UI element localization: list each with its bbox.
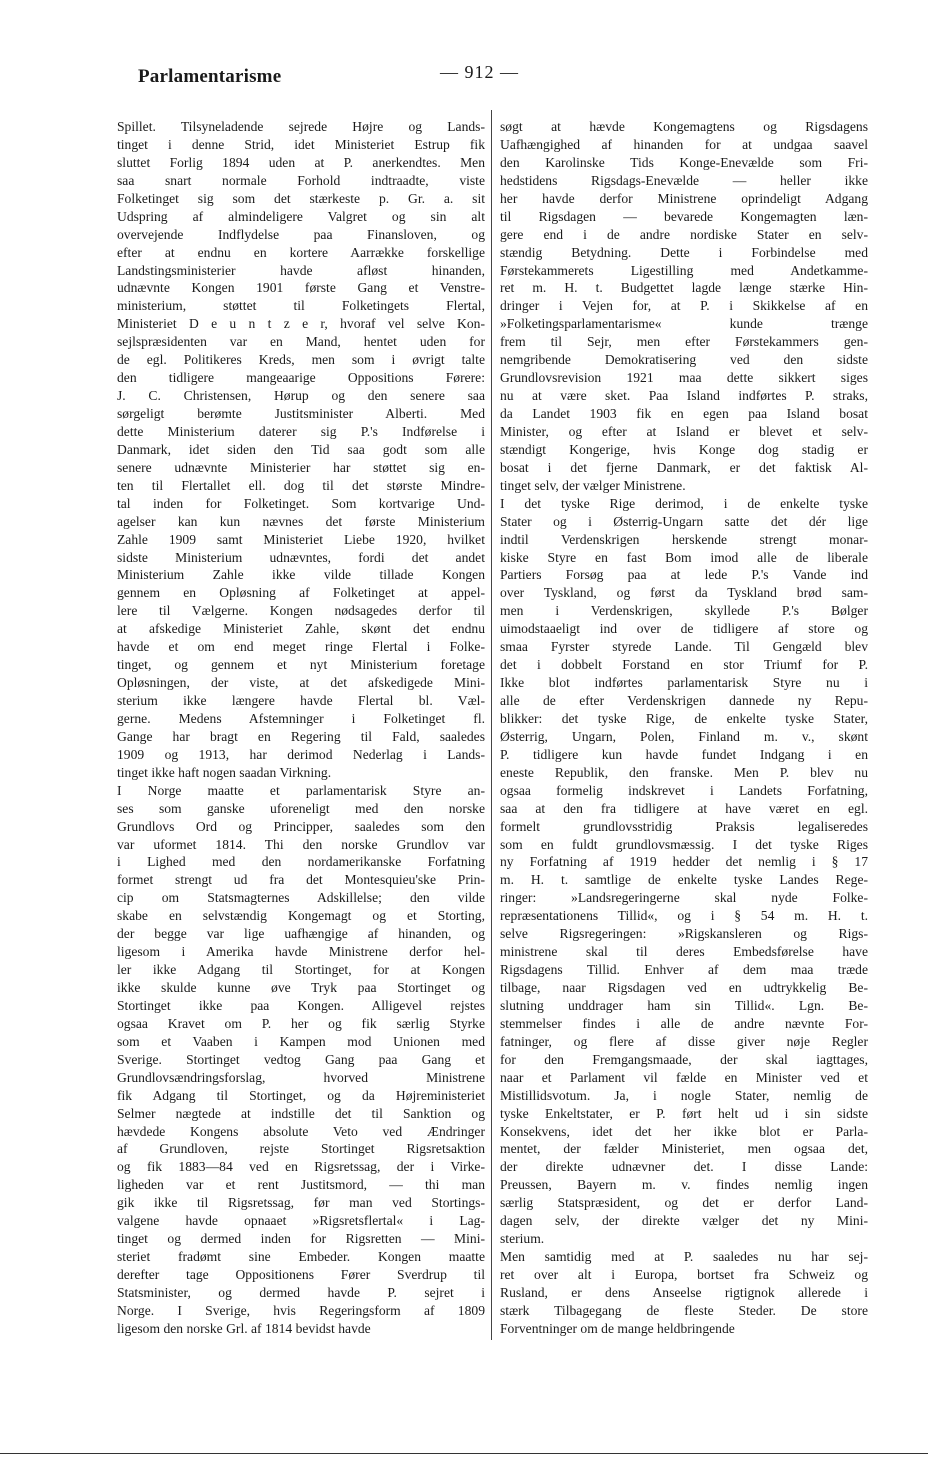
page-number: — 912 —	[440, 62, 519, 82]
left-text-line: sidste Ministerium udnævntes, fordi det andet	[117, 549, 485, 565]
right-text-line: stændigt Kongerige, hvis Konge dog stadig er	[500, 441, 868, 457]
left-text-line: Norge. I Sverige, hvis Regeringsform af 1809	[117, 1302, 485, 1318]
right-text-line: bosat i det fjerne Danmark, er det faktisk Al-	[500, 459, 868, 475]
left-text-line: Statsminister, og dermed havde P. sejret i	[117, 1284, 485, 1300]
left-text-line: Ministerium Zahle ikke vilde tillade Kongen	[117, 567, 485, 583]
left-text-line: sluttet Forlig 1894 uden at P. anerkendtes. Men	[117, 154, 485, 170]
left-text-line: i Lighed med den nordamerikanske Forfatning	[117, 854, 485, 870]
left-text-line: udnævnte Kongen 1901 første Gang et Venstre-	[117, 280, 485, 296]
right-text-line: Forventninger om de mange heldbringende	[500, 1320, 735, 1336]
right-text-line: tilbage, naar Rigsdagen ved en udtrykkelig Be-	[500, 980, 868, 995]
left-text-line: og fik 1883—84 ved en Rigsretssag, der i Virke-	[117, 1159, 485, 1175]
right-text-line: Men samtidig med at P. saaledes nu har sej-	[500, 1249, 868, 1265]
right-text-line: det i dobbelt Forstand en stor Triumf for P.	[500, 657, 868, 673]
left-text-line: Opløsningen, der viste, at det afskedigede Mini-	[117, 675, 485, 691]
right-text-line: ogsaa formelig indskrevet i Landets Forfatning,	[500, 782, 868, 798]
left-text-line: J. C. Christensen, Hørup og den senere saa	[117, 388, 485, 404]
right-text-line: Preussen, Bayern m. v. findes nemlig ingen	[500, 1177, 868, 1193]
right-text-line: fatninger, og flere af disse giver nøje Regler	[500, 1033, 868, 1049]
left-text-line: fik Adgang til Stortinget, og da Højreministeriet	[117, 1087, 485, 1103]
right-text-line: Førstekammerets Ligestilling med Andetkamme-	[500, 262, 868, 278]
right-text-line: tyske Enkeltstater, er P. ført helt ud i sin sidste	[500, 1105, 868, 1121]
right-text-line: stemmelser findes i alle de andre nævnte For-	[500, 1015, 868, 1031]
left-text-line: overvejende Indflydelse paa Finansloven, og	[117, 226, 485, 242]
right-text-line: Ikke blot indførtes parlamentarisk Styre nu i	[500, 675, 868, 691]
right-text-line: slutning unddrager ham sin Tillid«. Lgn. Be-	[500, 997, 868, 1013]
left-text-line: Stortinget ikke paa Kongen. Alligevel rejstes	[117, 997, 485, 1013]
left-text-line: ses som ganske uforeneligt med den norske	[117, 800, 485, 816]
right-text-line: ringer: »Landsregeringerne skal nyde Folke-	[500, 890, 868, 906]
right-text-line: ret m. H. t. Budgettet lagde længe stærke Hin-	[500, 280, 868, 296]
right-text-line: Rusland, er dens Anseelse rigtignok allerede i	[500, 1284, 868, 1300]
right-text-line: selve Rigsregeringen: »Rigskansleren og Rigs-	[500, 926, 868, 942]
right-text-line: ny Forfatning af 1919 hedder det nemlig i § 17	[500, 854, 868, 870]
left-text-line: at afskedige Ministeriet Zahle, skønt det endnu	[117, 621, 485, 637]
right-text-line: mentet, der fælder Ministeriet, men ogsaa det,	[500, 1141, 868, 1157]
right-text-line: til Rigsdagen — bevarede Kongemagten læn-	[500, 208, 868, 224]
left-text-line: der begge var lige uafhængige af hinanden, og	[117, 926, 485, 942]
left-text-line: 1909 og 1913, har derimod Nederlag i Lands-	[117, 746, 485, 762]
left-text-line: gerne. Medens Afstemninger i Folketinget fl.	[117, 710, 485, 726]
right-text-line: frem til Sejr, men efter Førstekammers gen-	[500, 334, 868, 350]
left-text-line: tinget, og gennem et nyt Ministerium foretage	[117, 657, 485, 673]
right-text-line: den Karolinske Tids Konge-Enevælde som Fri-	[500, 154, 868, 170]
right-text-line: for den Fremgangsmaade, der skal iagttages,	[500, 1051, 868, 1067]
left-text-line: tal inden for Folketinget. Som kortvarige Und-	[117, 495, 485, 511]
left-text-line: tinget og dermed inden for Rigsretten — Mini-	[117, 1231, 485, 1247]
right-text-line: Partiers Forsøg paa at lede P.'s Vande ind	[500, 567, 868, 583]
right-text-line: Rigsdagens Tillid. Enhver af dem maa træde	[500, 962, 868, 978]
left-text-line: var uformet 1814. Thi den norske Grundlov var	[117, 836, 485, 852]
left-text-line: Spillet. Tilsyneladende sejrede Højre og Lands-	[117, 119, 485, 134]
right-text-line: dringer i Vejen for, at P. i Skikkelse af en	[500, 298, 868, 314]
right-text-line: Mistillidsvotum. Ja, i nogle Stater, nemlig de	[500, 1087, 868, 1103]
right-text-line: som en fuldt grundlovsmæssig. I det tyske Riges	[500, 836, 868, 852]
left-text-line: af Grundloven, rejste Stortinget Rigsretsaktion	[117, 1141, 485, 1157]
right-text-line: ret over alt i Europa, bortset fra Schweiz og	[500, 1267, 868, 1282]
left-text-line: ligesom den norske Grl. af 1814 bevidst havde	[117, 1320, 371, 1336]
right-text-line: I det tyske Rige derimod, i de enkelte tyske	[500, 495, 868, 511]
right-text-line: nemgribende Demokratisering ved den sidste	[500, 352, 868, 368]
right-text-line: men i Verdenskrigen, skyllede P.'s Bølger	[500, 603, 868, 619]
right-text-line: eneste Republik, den franske. Men P. blev nu	[500, 764, 868, 780]
left-text-line: agelser kan kun nævnes det første Ministerium	[117, 513, 485, 529]
right-text-line: gere end i de andre nordiske Stater en selv-	[500, 226, 868, 242]
right-text-line: Uafhængighed af hinanden for at undgaa saavel	[500, 136, 868, 152]
right-text-line: ministrene skal til deres Embedsførelse have	[500, 944, 868, 960]
running-header-title: Parlamentarisme	[138, 66, 282, 87]
right-text-line: søgt at hævde Kongemagtens og Rigsdagens	[500, 119, 868, 134]
left-text-line: Landstingsministerier havde afløst hinanden,	[117, 262, 485, 278]
right-text-line: sterium.	[500, 1231, 545, 1247]
right-text-line: dagen selv, der direkte vælger det ny Mini-	[500, 1213, 868, 1229]
right-text-line: tinget selv, der vælger Ministrene.	[500, 477, 686, 493]
right-text-line: stærk Tilbagegang de fleste Steder. De store	[500, 1302, 868, 1318]
left-column	[117, 118, 485, 1338]
left-text-line: som et Vaaben i Kampen mod Unionen med	[117, 1033, 485, 1049]
left-text-line: skabe en selvstændig Kongemagt og et Storting,	[117, 908, 485, 924]
left-text-line: sørgeligt berømte Justitsminister Alberti. Med	[117, 406, 485, 421]
left-text-line: ligesom i Amerika havde Ministrene derfor hel-	[117, 944, 485, 960]
right-text-line: saa at den fra tidligere at have været en egl.	[500, 800, 868, 816]
left-text-line: sterium ikke længere havde Flertal bl. Væl-	[117, 693, 485, 708]
right-text-line: Østerrig, Ungarn, Polen, Finland m. v., skønt	[500, 728, 868, 744]
left-text-line: formet strengt ud fra det Montesquieu'ske Prin-	[117, 872, 485, 888]
left-text-line: ten til Flertallet ell. dog til det største Mindre-	[117, 477, 485, 493]
right-text-line: blikker: det tyske Rige, de enkelte tyske Stater,	[500, 710, 868, 726]
left-text-line: saa snart normale Forhold indtraadte, viste	[117, 172, 485, 188]
right-text-line: her havde derfor Ministrene oprindeligt Adgang	[500, 190, 868, 206]
right-text-line: indtil Verdenskrigen herskende strengt monar-	[500, 531, 868, 547]
left-text-line: havde et om end meget ringe Flertal i Folke-	[117, 639, 485, 655]
left-text-line: cip om Statsmagternes Adskillelse; den vilde	[117, 890, 485, 906]
left-text-line: Sverige. Stortinget vedtog Gang paa Gang et	[117, 1051, 485, 1067]
left-text-line: I Norge maatte et parlamentarisk Styre an-	[117, 782, 485, 798]
left-text-line: ligheden var et rent Justitsmord, — thi man	[117, 1177, 485, 1193]
right-text-line: der direkte udnævner det. I disse Lande:	[500, 1159, 868, 1175]
left-text-line: gik ikke til Rigsretssag, før man ved Stortings-	[117, 1195, 485, 1211]
right-text-line: smaa Fyrster styrede Lande. Til Gengæld blev	[500, 639, 868, 655]
left-text-line: valgene havde opnaaet »Rigsretsflertal« i Lag-	[117, 1213, 485, 1229]
left-text-line: tinget i denne Strid, idet Ministeriet Estrup fik	[117, 136, 485, 152]
left-text-line: sejlspræsidenten var en Mand, hentet uden for	[117, 334, 485, 350]
left-text-line: ler ikke Adgang til Stortinget, for at Kongen	[117, 962, 485, 978]
right-text-line: Konsekvens, idet det her ikke blot er Parla-	[500, 1123, 868, 1139]
right-text-line: kiske Styre en fast Bom imod alle de liberale	[500, 549, 868, 565]
right-text-line: Stater og i Østerrig-Ungarn satte det dér lige	[500, 513, 868, 529]
left-text-line: ministerium, støttet til Folketingets Flertal,	[117, 298, 485, 314]
left-text-line: dette Ministerium daterer sig P.'s Indførelse i	[117, 423, 485, 439]
right-text-line: stændig Betydning. Dette i Forbindelse med	[500, 244, 868, 260]
left-text-line: Grundlovs Ord og Principper, saaledes som den	[117, 818, 485, 834]
left-text-line: Gange har bragt en Regering til Fald, saaledes	[117, 728, 485, 744]
right-text-line: P. tidligere kun havde fundet Indgang i en	[500, 746, 868, 762]
left-text-line: de egl. Politikeres Kreds, men som i øvrigt talte	[117, 352, 485, 368]
left-text-line: hævdede Kongens absolute Veto ved Ændringer	[117, 1123, 485, 1139]
right-text-line: særlig Statspræsident, og det er derfor Land-	[500, 1195, 868, 1211]
left-text-line: steriet fradømt sine Embeder. Kongen maatte	[117, 1249, 485, 1265]
left-text-line: Danmark, idet siden den Tid saa godt som alle	[117, 441, 485, 457]
left-text-line: Grundlovsændringsforslag, hvorved Ministrene	[117, 1069, 485, 1085]
left-text-line: ogsaa Kravet om P. her og fik særlig Styrke	[117, 1015, 485, 1031]
right-text-line: repræsentationens Tillid«, og i § 54 m. H. t.	[500, 908, 868, 924]
left-text-line: lere til Vælgerne. Kongen nødsagedes derfor til	[117, 603, 485, 619]
left-text-line: gennem en Opløsning af Folketinget at appel-	[117, 585, 485, 601]
left-text-line: ikke skulde kunne øve Tryk paa Stortinget og	[117, 980, 485, 995]
left-text-line: den tidligere mangeaarige Oppositions Førere:	[117, 370, 485, 386]
left-text-line: tinget ikke haft nogen saadan Virkning.	[117, 764, 332, 780]
right-text-line: m. H. t. samtlige de enkelte tyske Landes Rege-	[500, 872, 868, 888]
right-text-line: Grundlovsrevision 1921 maa dette sikkert siges	[500, 370, 868, 386]
right-text-line: »Folketingsparlamentarisme« kunde trænge	[500, 316, 868, 332]
right-text-line: hedstidens Rigsdags-Enevælde — heller ikke	[500, 172, 868, 188]
left-text-line: derefter tage Oppositionens Fører Sverdrup til	[117, 1267, 485, 1282]
left-text-line: Selmer nægtede at indstille det til Sanktion og	[117, 1105, 485, 1121]
left-text-line: efter at endnu en kortere Aarrække forskellige	[117, 244, 485, 260]
right-text-line: Minister, og efter at Island er blevet et selv-	[500, 423, 868, 439]
right-text-line: formelt grundlovsstridig Praksis legaliseredes	[500, 818, 868, 834]
right-text-line: da Landet 1903 fik en egen paa Island bosat	[500, 406, 868, 421]
right-text-line: uimodstaaeligt ind over de tidligere af store og	[500, 621, 868, 637]
column-rule	[491, 110, 492, 1340]
left-text-line: Zahle 1909 samt Ministeriet Liebe 1920, hvilket	[117, 531, 485, 547]
right-text-line: nu at være sket. Paa Island indførtes P. straks,	[500, 388, 868, 404]
right-column	[500, 118, 868, 1338]
right-text-line: naar et Parlament vil fælde en Minister ved et	[500, 1069, 868, 1085]
left-text-line: Udspring af almindeligere Valgret og sin alt	[117, 208, 485, 224]
right-text-line: over Tyskland, og først da Tyskland brød sam-	[500, 585, 868, 601]
left-text-line: Folketinget sig som det stærkeste p. Gr. a. sit	[117, 190, 485, 206]
right-text-line: alle de efter Verdenskrigen dannede ny Repu-	[500, 693, 868, 708]
left-text-line: Ministeriet D e u n t z e r, hvoraf vel selve Kon-	[117, 316, 485, 332]
bottom-rule	[0, 1453, 928, 1454]
left-text-line: senere udnævnte Ministerier har støttet sig en-	[117, 459, 485, 475]
